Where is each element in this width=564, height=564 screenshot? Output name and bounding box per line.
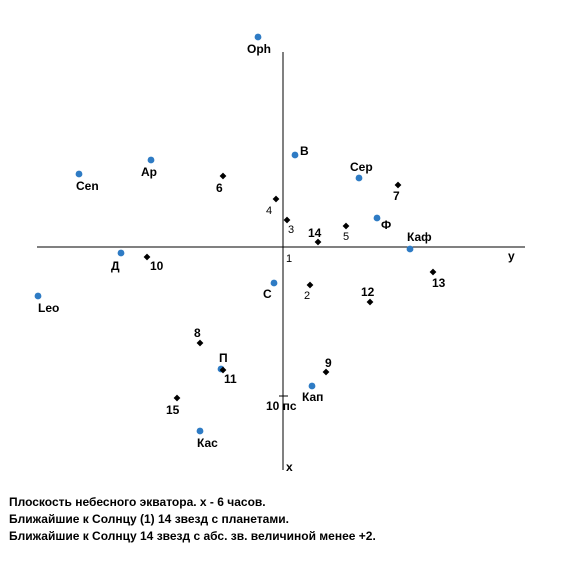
bright-stars-group <box>144 173 446 417</box>
planet-star-dot-3 <box>148 157 155 164</box>
planet-star-label-6: Ф <box>381 218 392 232</box>
planet-star-label-11: П <box>219 351 228 365</box>
bright-star-label-2: 2 <box>304 290 311 302</box>
planet-star-dot-12 <box>309 383 316 390</box>
bright-star-label-10: 10 <box>150 259 164 273</box>
bright-star-label-5: 5 <box>343 231 350 243</box>
bright-star-dot-4 <box>273 196 280 203</box>
planet-star-dot-7 <box>407 246 414 253</box>
bright-star-label-9: 9 <box>325 356 332 370</box>
bright-star-label-11: 11 <box>224 372 237 386</box>
planet-star-label-13: Кас <box>197 436 218 450</box>
bright-star-label-3: 3 <box>288 224 295 236</box>
bright-star-label-8: 8 <box>194 326 201 340</box>
bright-star-dot-5 <box>343 223 350 230</box>
bright-star-dot-15 <box>174 395 181 402</box>
planet-star-label-cen: Cen <box>76 179 99 193</box>
planet-star-label-4: В <box>300 144 309 158</box>
bright-star-label-15: 15 <box>166 403 180 417</box>
planet-star-label-12: Кап <box>302 390 324 404</box>
bright-star-label-12: 12 <box>361 285 375 299</box>
caption-line-2: Ближайшие к Солнцу (1) 14 звезд с планетами. <box>9 512 289 526</box>
bright-star-dot-6 <box>220 173 227 180</box>
bright-star-dot-8 <box>197 340 204 347</box>
bright-star-label-4: 4 <box>266 205 273 217</box>
bright-star-dot-3 <box>284 217 291 224</box>
caption-line-1: Плоскость небесного экватора. x - 6 часов. <box>9 495 266 509</box>
planet-star-label-3: Ар <box>141 165 157 179</box>
planet-star-dot-4 <box>292 152 299 159</box>
bright-star-label-13: 13 <box>432 276 446 290</box>
planet-star-dot-6 <box>374 215 381 222</box>
planet-star-label-10: С <box>263 287 272 301</box>
planet-star-dot-5 <box>356 175 363 182</box>
planet-star-label-oph: Oph <box>247 42 271 56</box>
bright-star-dot-7 <box>395 182 402 189</box>
sun-label: 1 <box>286 253 293 265</box>
planet-star-dot-10 <box>271 280 278 287</box>
y-axis-label: y <box>508 249 515 263</box>
bright-star-dot-2 <box>307 282 314 289</box>
caption-line-3: Ближайшие к Солнцу 14 звезд с абс. зв. величиной менее +2. <box>9 529 376 543</box>
x-axis-label: x <box>286 460 293 474</box>
bright-star-label-7: 7 <box>393 189 400 203</box>
scale-label: 10 пс <box>266 399 297 413</box>
bright-star-label-14: 14 <box>308 226 322 240</box>
bright-star-dot-12 <box>367 299 374 306</box>
planet-star-dot-oph <box>255 34 262 41</box>
planet-stars-group <box>35 34 433 450</box>
planet-star-label-8: Д <box>111 259 120 273</box>
caption <box>9 494 559 545</box>
planet-star-dot-leo <box>35 293 42 300</box>
planet-star-label-leo: Leo <box>38 301 60 315</box>
planet-star-dot-8 <box>118 250 125 257</box>
bright-star-label-6: 6 <box>216 181 223 195</box>
planet-star-label-7: Каф <box>407 230 432 244</box>
planet-star-label-5: Сер <box>350 160 373 174</box>
planet-star-dot-13 <box>197 428 204 435</box>
bright-star-dot-13 <box>430 269 437 276</box>
planet-star-dot-cen <box>76 171 83 178</box>
